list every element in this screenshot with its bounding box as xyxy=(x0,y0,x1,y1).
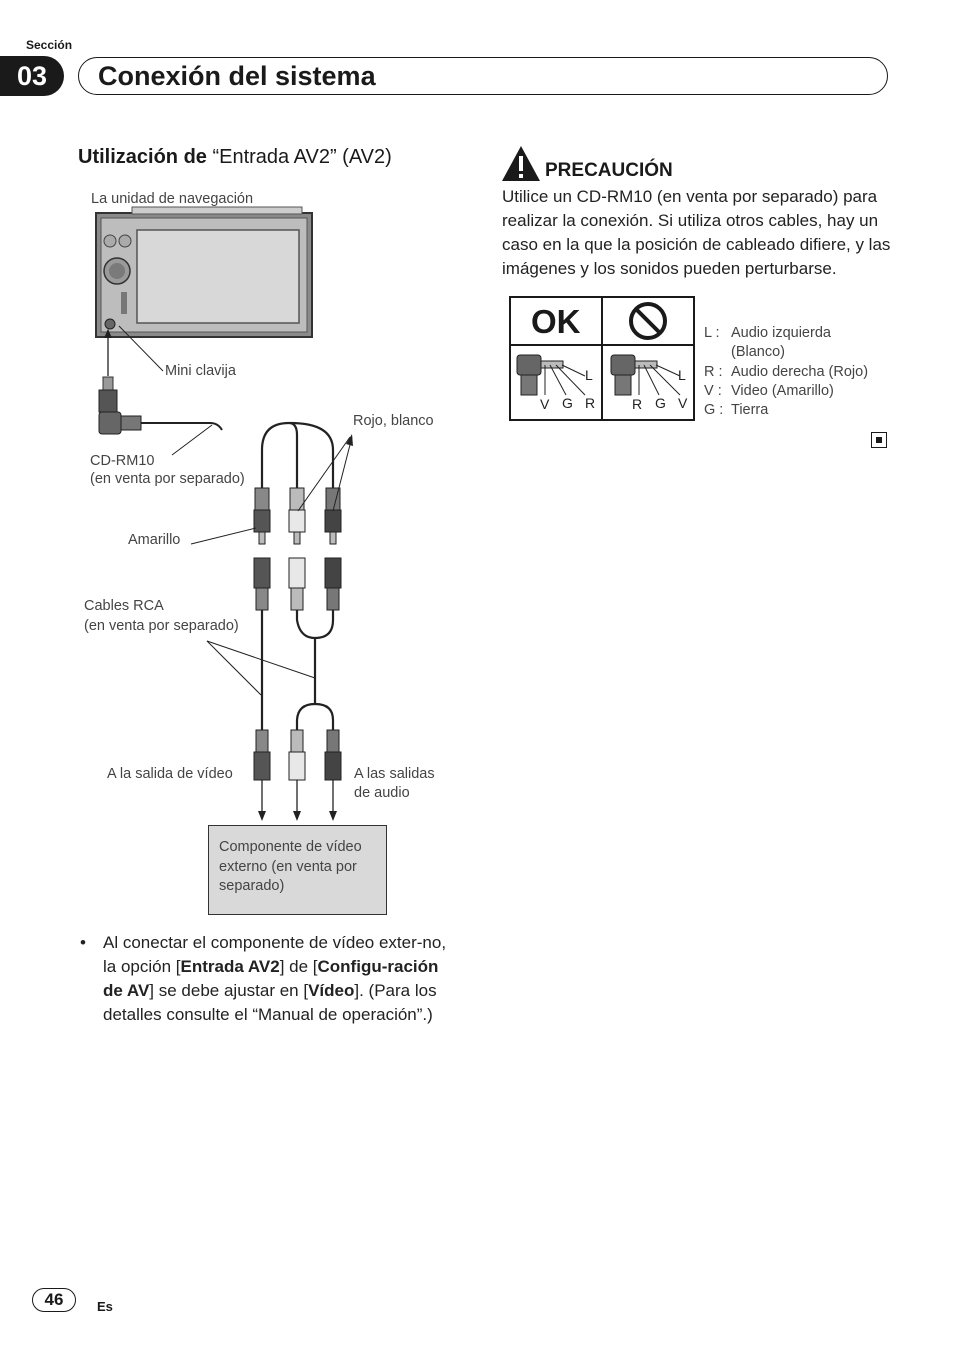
legend-row xyxy=(704,363,881,382)
legend-key: L : xyxy=(704,325,720,341)
legend-key: V : xyxy=(704,382,722,399)
caution-title: PRECAUCIÓN xyxy=(545,160,673,181)
bullet-bold-video: Vídeo xyxy=(308,981,355,1000)
subheading-bold: Utilización de xyxy=(78,146,213,168)
label-mini-plug: Mini clavija xyxy=(165,363,236,379)
bullet-bold-entrada: Entrada AV2 xyxy=(180,957,280,976)
legend-row xyxy=(704,382,881,401)
label-yellow: Amarillo xyxy=(128,532,181,548)
warning-icon xyxy=(502,146,540,181)
plug-ok-letter-l: L xyxy=(585,367,593,383)
subheading-rest: “Entrada AV2” (AV2) xyxy=(212,146,392,168)
external-component-box: Componente de vídeo externo (en venta por separado) xyxy=(208,825,387,915)
label-rca-cables: Cables RCA xyxy=(84,598,164,614)
ok-label: OK xyxy=(531,303,581,340)
bullet-text-1: Al conectar el componente de vídeo exter-no, la opción [ xyxy=(103,933,447,976)
rca-plug-upper-white xyxy=(289,488,305,544)
table-divider-horizontal xyxy=(511,344,693,346)
plug-ok-letter-r: R xyxy=(585,395,596,411)
caution-text: Utilice un CD-RM10 (en venta por separado) para realizar la conexión. Si utiliza otros cables, hay un caso en la que la posición de cableado difiere, y las imágenes y los sonidos pueden perturbarse. xyxy=(502,187,891,278)
page-number: 46 xyxy=(32,1288,76,1312)
rca-plug-bottom-yellow xyxy=(254,730,270,780)
page-title: Conexión del sistema xyxy=(98,61,376,91)
bullet-bold-config: Configu-ración de AV xyxy=(103,957,439,1000)
bullet-text-2: ] de [ xyxy=(279,957,318,976)
rca-plug-upper-yellow xyxy=(254,488,270,544)
label-to-video-out: A la salida de vídeo xyxy=(107,766,233,782)
label-to-audio-out-1: A las salidas xyxy=(354,766,435,782)
legend-row xyxy=(704,401,881,420)
label-rca-cables-sub: (en venta por separado) xyxy=(84,618,239,634)
bullet-text-3: ] se debe ajustar en [ xyxy=(149,981,309,1000)
plug-ok-letter-g: G xyxy=(562,395,573,411)
legend-value: Audio derecha (Rojo) xyxy=(731,363,869,380)
rca-jack-red xyxy=(325,558,341,610)
label-to-audio-out-2: de audio xyxy=(354,785,410,801)
label-cd-rm10: CD-RM10 xyxy=(90,453,155,469)
plug-ng-letter-r: R xyxy=(632,396,643,412)
plug-ng-letter-v: V xyxy=(678,395,688,411)
plug-ok-letter-v: V xyxy=(540,396,550,412)
legend-key: G : xyxy=(704,402,724,419)
legend-row xyxy=(704,324,881,363)
legend-key: R : xyxy=(704,363,723,380)
table-divider-vertical xyxy=(601,298,603,419)
rca-jack-white xyxy=(289,558,305,610)
language-code: Es xyxy=(97,1299,113,1314)
end-of-section-mark xyxy=(871,432,887,448)
section-number: 03 xyxy=(0,56,64,96)
legend-value: Tierra xyxy=(731,402,769,419)
plug-ng-letter-l: L xyxy=(678,367,686,383)
bullet-paragraph xyxy=(103,931,453,1027)
bullet-text-4: ]. (Para los detalles consulte el “Manual de operación”.) xyxy=(103,981,437,1024)
label-red-white: Rojo, blanco xyxy=(353,413,434,429)
legend-value: Video (Amarillo) xyxy=(731,382,834,399)
rca-plug-bottom-red xyxy=(325,730,341,780)
legend-value: Audio izquierda (Blanco) xyxy=(731,325,831,361)
wire-legend xyxy=(704,324,881,420)
plug-ng-letter-g: G xyxy=(655,395,666,411)
section-label: Sección xyxy=(26,38,73,52)
rca-plug-upper-red xyxy=(325,488,341,544)
rca-plug-bottom-white xyxy=(289,730,305,780)
mini-plug-drawing xyxy=(99,377,141,434)
label-nav-unit: La unidad de navegación xyxy=(91,191,254,207)
label-cd-rm10-sub: (en venta por separado) xyxy=(90,471,245,487)
navigation-unit-drawing xyxy=(96,207,312,337)
bullet-dot: • xyxy=(80,933,86,952)
plug-comparison-table xyxy=(509,296,695,421)
rca-jack-yellow xyxy=(254,558,270,610)
